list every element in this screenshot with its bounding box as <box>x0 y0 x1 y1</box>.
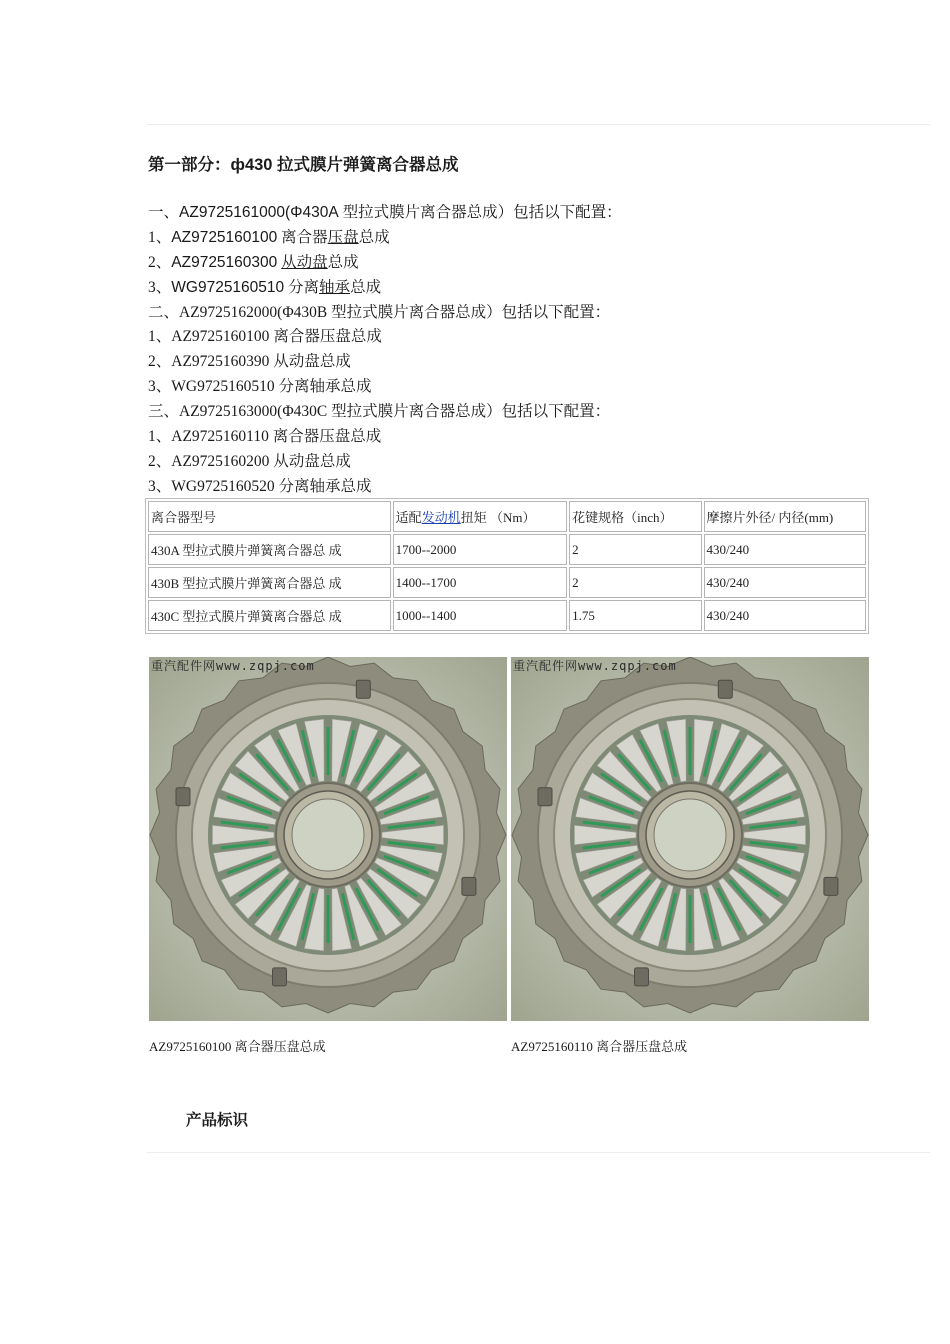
cell-spline: 1.75 <box>569 600 701 631</box>
config-header: 二、AZ9725162000(Φ430B 型拉式膜片离合器总成）包括以下配置： <box>148 303 611 321</box>
config-header: 三、AZ9725163000(Φ430C 型拉式膜片离合器总成）包括以下配置： <box>148 403 611 421</box>
driven-disc-link[interactable]: 从动盘 <box>281 253 328 271</box>
bottom-divider <box>147 1152 930 1153</box>
spec-table <box>145 498 869 634</box>
cell-spline: 2 <box>569 534 701 565</box>
product-id-heading: 产品标识 <box>186 1112 249 1129</box>
engine-link[interactable]: 发动机 <box>421 510 461 525</box>
clutch-photo-left <box>149 657 507 1021</box>
cell-friction: 430/240 <box>704 600 866 631</box>
cell-torque: 1000--1400 <box>393 600 567 631</box>
header-spline: 花键规格（inch） <box>569 501 701 532</box>
cell-model: 430B 型拉式膜片弹簧离合器总 成 <box>148 567 391 598</box>
cell-model: 430A 型拉式膜片弹簧离合器总 成 <box>148 534 391 565</box>
photo-caption: AZ9725160100 离合器压盘总成 <box>149 1039 326 1054</box>
cell-spline: 2 <box>569 567 701 598</box>
cell-torque: 1700--2000 <box>393 534 567 565</box>
config-item: 1、AZ9725160100 离合器压盘总成 <box>148 328 382 346</box>
config-item: 3、WG9725160510 分离轴承总成 <box>148 378 372 396</box>
watermark: 重汽配件网www.zqpj.com <box>513 659 677 673</box>
photo-caption: AZ9725160110 离合器压盘总成 <box>511 1039 688 1054</box>
clutch-cover-image <box>511 657 869 1021</box>
cell-friction: 430/240 <box>704 534 866 565</box>
section-title: 第一部分：ф430 拉式膜片弹簧离合器总成 <box>148 156 459 174</box>
cell-friction: 430/240 <box>704 567 866 598</box>
config-item: 3、WG9725160520 分离轴承总成 <box>148 477 372 495</box>
header-model: 离合器型号 <box>148 501 391 532</box>
clutch-cover-image <box>149 657 507 1021</box>
table-row <box>148 600 866 631</box>
config-item: 2、AZ9725160200 从动盘总成 <box>148 452 351 470</box>
clutch-photo-right <box>511 657 869 1021</box>
header-friction: 摩擦片外径/ 内径(mm) <box>704 501 866 532</box>
top-divider <box>147 124 930 125</box>
cell-torque: 1400--1700 <box>393 567 567 598</box>
table-row <box>148 567 866 598</box>
config-header: 一、AZ9725161000(Φ430A 型拉式膜片离合器总成）包括以下配置： <box>148 204 622 221</box>
config-item: 1、AZ9725160110 离合器压盘总成 <box>148 428 382 446</box>
pressure-plate-link[interactable]: 压盘 <box>327 228 359 246</box>
config-item: 2、AZ9725160300 从动盘总成 <box>148 253 359 271</box>
table-row <box>148 534 866 565</box>
watermark: 重汽配件网www.zqpj.com <box>151 659 315 673</box>
config-item: 3、WG9725160510 分离轴承总成 <box>148 278 382 296</box>
header-torque: 适配发动机扭矩 （Nm） <box>393 501 567 532</box>
cell-model: 430C 型拉式膜片弹簧离合器总 成 <box>148 600 391 631</box>
config-item: 2、AZ9725160390 从动盘总成 <box>148 353 351 371</box>
bearing-link[interactable]: 轴承 <box>319 278 351 296</box>
table-header-row <box>148 501 866 532</box>
config-item: 1、AZ9725160100 离合器压盘总成 <box>148 228 390 246</box>
config-list <box>148 201 622 500</box>
